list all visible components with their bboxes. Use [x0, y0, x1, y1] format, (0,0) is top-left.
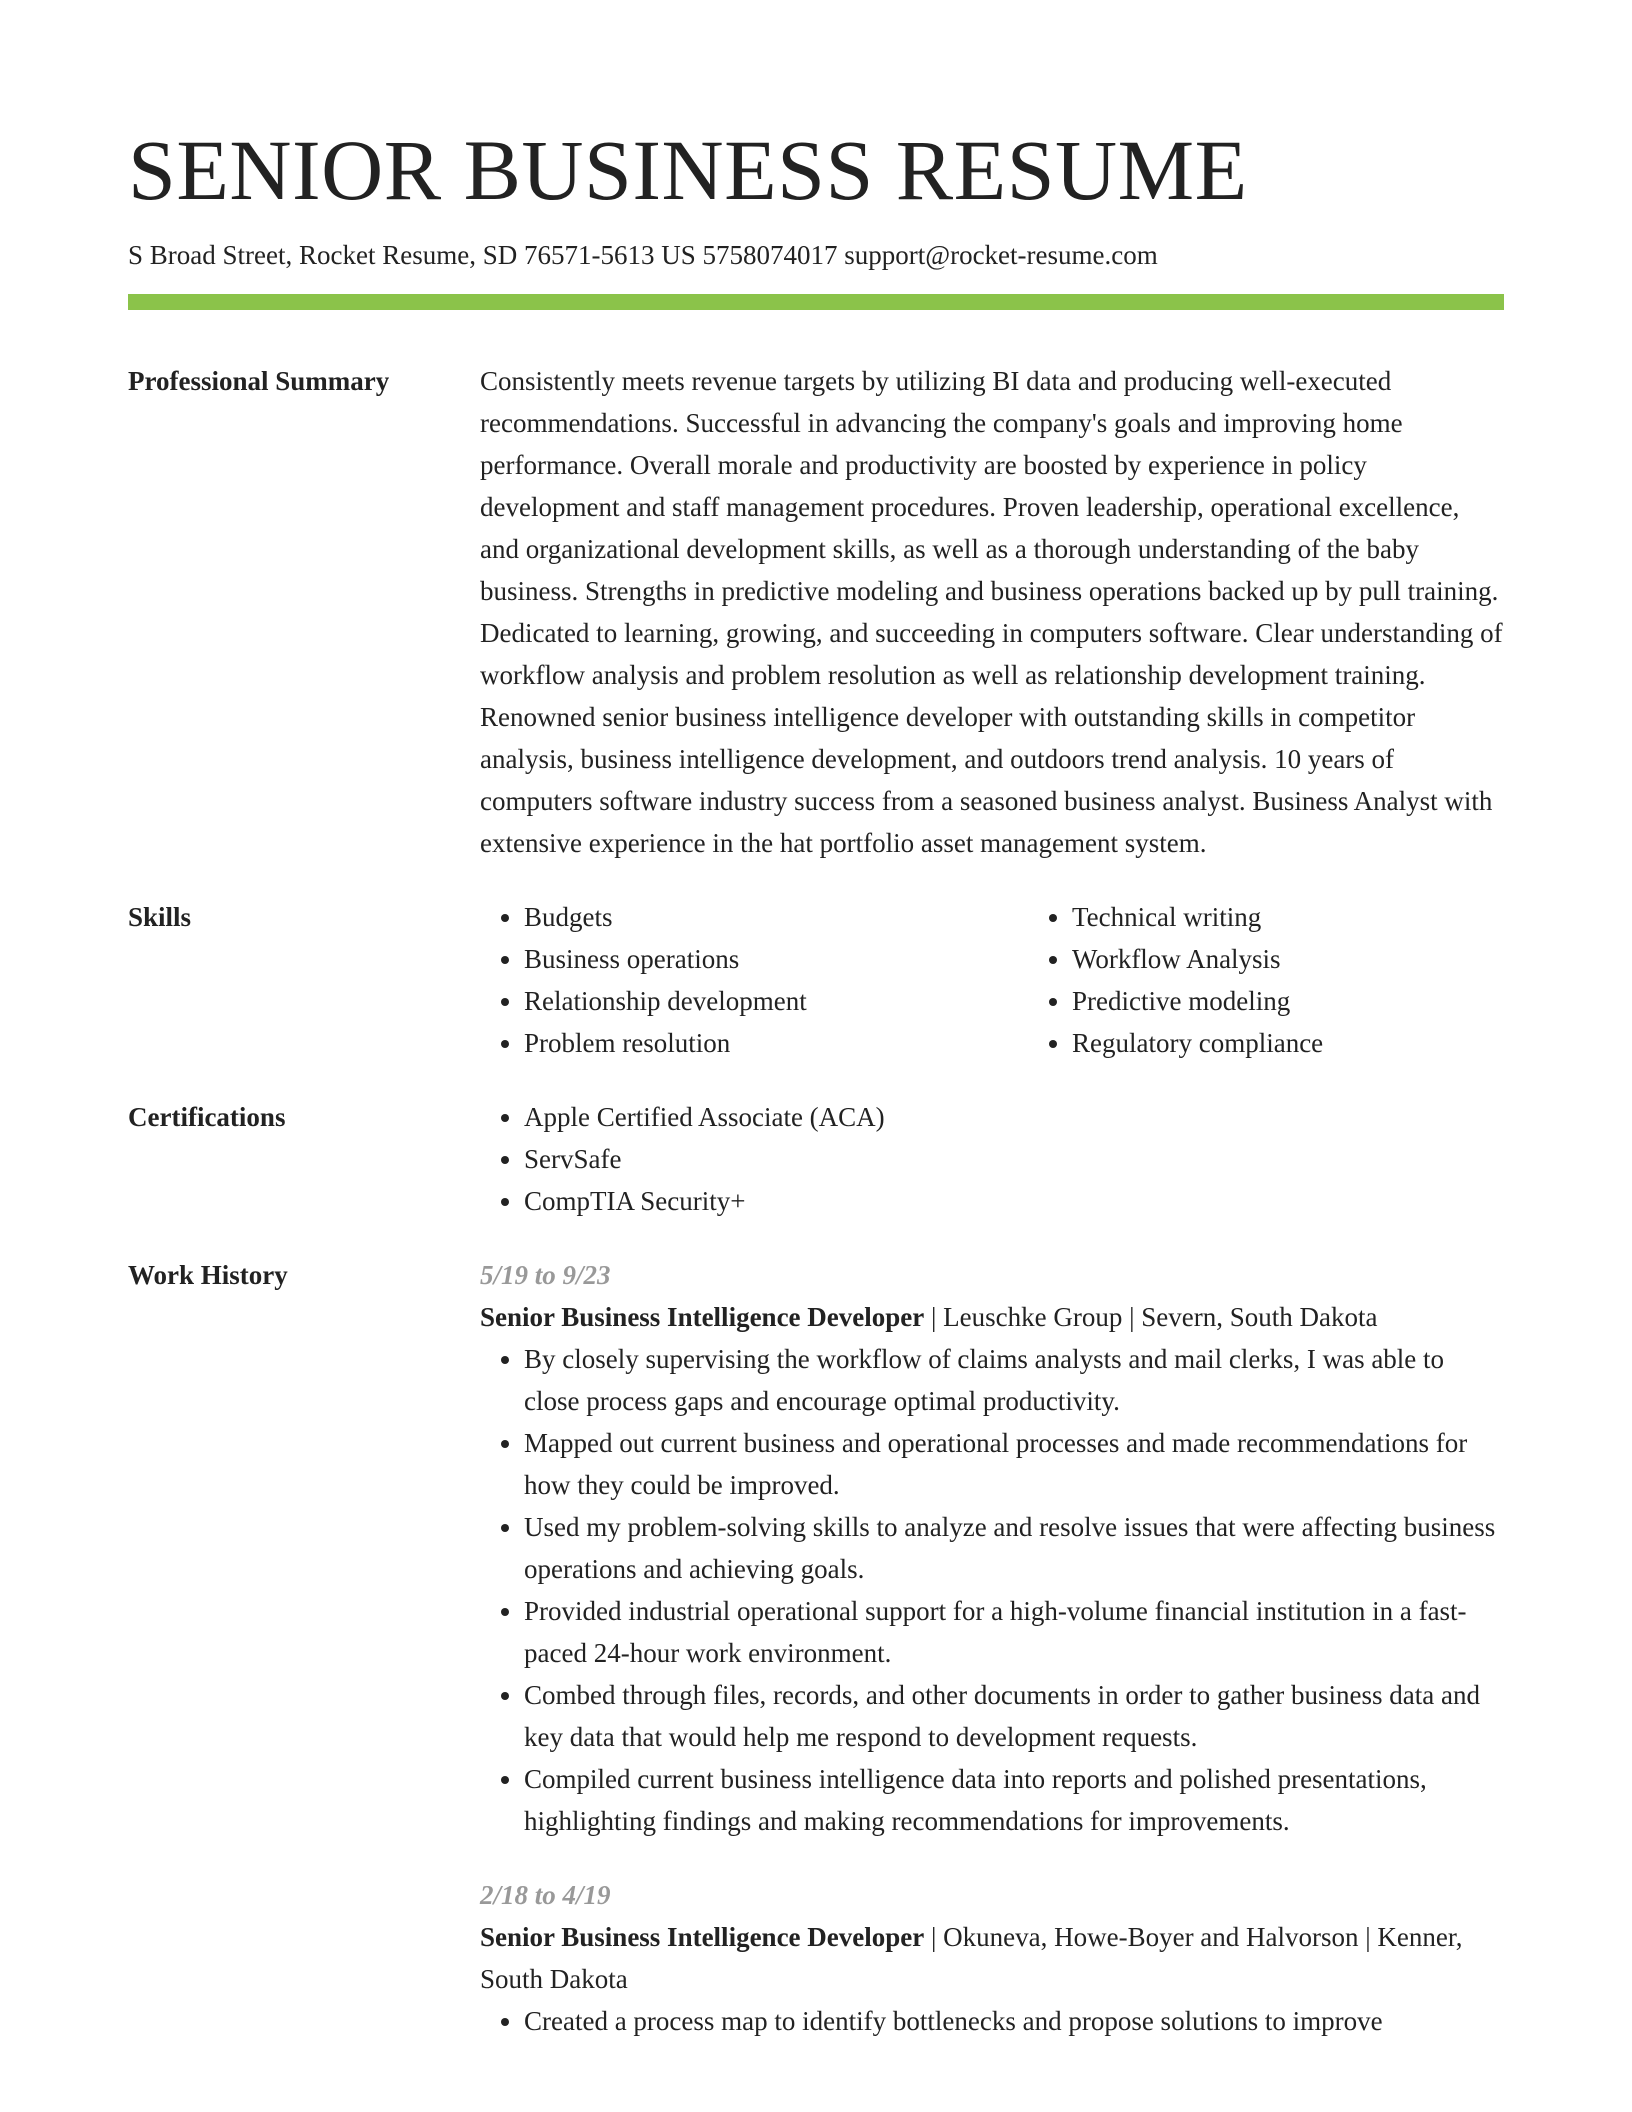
list-item: • CompTIA Security+ [524, 1180, 1504, 1222]
skills-list-right [1028, 896, 1576, 1064]
section-label: Work History [128, 1260, 288, 1290]
certifications-list [480, 1096, 1504, 1222]
list-item: • Workflow Analysis [1072, 938, 1576, 980]
list-item: • Used my problem-solving skills to analyze and resolve issues that were affecting business operations and achieving goals. [524, 1506, 1504, 1590]
list-item: • Created a process map to identify bottlenecks and propose solutions to improve [524, 2000, 1504, 2042]
work-history-section [128, 1254, 1504, 2042]
resume-title: SENIOR BUSINESS RESUME [128, 122, 1248, 218]
job-title: Senior Business Intelligence Developer [480, 1922, 925, 1952]
list-item: • Compiled current business intelligence data into reports and polished presentations, highlighting findings and making recommendations for improvements. [524, 1758, 1504, 1842]
certifications-section [128, 1096, 1504, 1222]
skills-list-left [480, 896, 1028, 1064]
list-item: • ServSafe [524, 1138, 1504, 1180]
job-details: | Leuschke Group | Severn, South Dakota [924, 1302, 1378, 1332]
section-label: Professional Summary [128, 366, 390, 396]
list-item: • Combed through files, records, and other documents in order to gather business data and key data that would help me respond to development requests. [524, 1674, 1504, 1758]
job-heading [480, 1916, 1504, 2000]
professional-summary-section [128, 360, 1504, 864]
list-item: • Regulatory compliance [1072, 1022, 1576, 1064]
section-label: Certifications [128, 1102, 286, 1132]
list-item: • Provided industrial operational support for a high-volume financial institution in a fast-paced 24-hour work environment. [524, 1590, 1504, 1674]
job-dates: 2/18 to 4/19 [480, 1880, 611, 1910]
accent-divider [128, 294, 1504, 310]
job-entry [480, 1874, 1504, 2042]
list-item: • By closely supervising the workflow of claims analysts and mail clerks, I was able to close process gaps and encourage optimal productivity. [524, 1338, 1504, 1422]
job-bullet-list [480, 1338, 1504, 1842]
section-label: Skills [128, 902, 192, 932]
resume-page [128, 0, 1504, 2042]
skills-section [128, 896, 1504, 1064]
list-item: • Mapped out current business and operational processes and made recommendations for how they could be improved. [524, 1422, 1504, 1506]
job-title: Senior Business Intelligence Developer [480, 1302, 925, 1332]
list-item: • Technical writing [1072, 896, 1576, 938]
list-item: • Relationship development [524, 980, 1028, 1022]
job-dates: 5/19 to 9/23 [480, 1260, 611, 1290]
job-entry [480, 1254, 1504, 1842]
job-heading [480, 1296, 1504, 1338]
contact-line: S Broad Street, Rocket Resume, SD 76571-5613 US 5758074017 support@rocket-resume.com [128, 240, 1158, 270]
summary-text: Consistently meets revenue targets by utilizing BI data and producing well-executed recommendations. Successful in advancing the company's goals and improving home performance. Overall morale and productivity are boosted by experience in policy development and staff management procedures. Proven leadership, operational excellence, and organizational development skills, as well as a thorough understanding of the baby business. Strengths in predictive modeling and business operations backed up by pull training. Dedicated to learning, growing, and succeeding in computers software. Clear understanding of workflow analysis and problem resolution as well as relationship development training. Renowned senior business intelligence developer with outstanding skills in competitor analysis, business intelligence development, and outdoors trend analysis. 10 years of computers software industry success from a seasoned business analyst. Business Analyst with extensive experience in the hat portfolio asset management system. [480, 366, 1503, 858]
list-item: • Business operations [524, 938, 1028, 980]
list-item: • Problem resolution [524, 1022, 1028, 1064]
list-item: • Budgets [524, 896, 1028, 938]
list-item: • Predictive modeling [1072, 980, 1576, 1022]
job-details: | Okuneva, Howe-Boyer and Halvorson | Kenner, South Dakota [480, 1922, 1463, 1994]
list-item: • Apple Certified Associate (ACA) [524, 1096, 1504, 1138]
job-bullet-list [480, 2000, 1504, 2042]
